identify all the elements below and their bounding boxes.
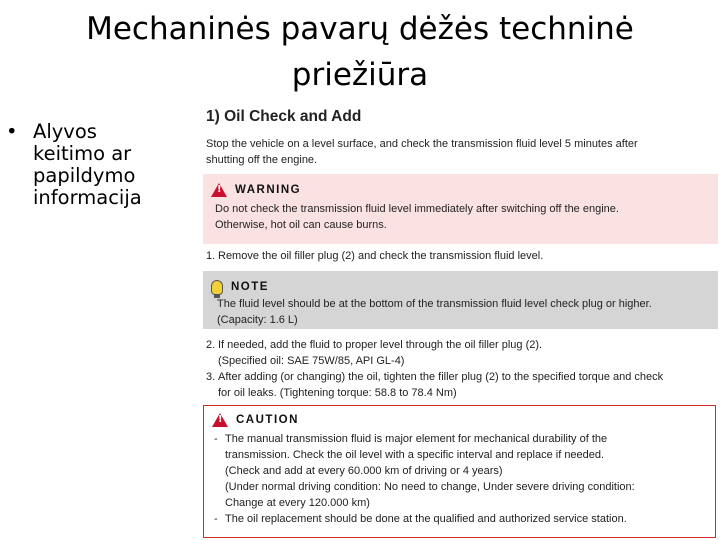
step-text (218, 337, 711, 369)
step-line: If needed, add the fluid to proper level through the oil filler plug (2). (218, 339, 543, 351)
light-bulb-icon (211, 280, 223, 295)
step-line: After adding (or changing) the oil, tighten the filler plug (2) to the specified torque and check (218, 371, 664, 383)
bullet-line: papildymo (33, 164, 136, 187)
caution-dash: - (214, 433, 218, 445)
caution-line: transmission. Check the oil level with a specific interval and replace if needed. (225, 449, 605, 461)
caution-item-text: The oil replacement should be done at the qualified and authorized service station. (225, 513, 627, 525)
warning-triangle-icon (212, 413, 228, 427)
warning-line: Do not check the transmission fluid level immediately after switching off the engine. (215, 203, 619, 215)
intro-line: shutting off the engine. (206, 154, 318, 166)
warning-text (215, 201, 710, 233)
caution-line: (Check and add at every 60.000 km of driving or 4 years) (225, 465, 503, 477)
step-1 (206, 248, 711, 264)
bullet-line: Alyvos (33, 120, 97, 143)
step-number: 3. (206, 371, 216, 383)
note-box (203, 271, 718, 329)
bullet-point (6, 121, 191, 209)
note-header (211, 279, 269, 295)
caution-item-text (225, 431, 709, 511)
step-text (218, 369, 711, 401)
note-line: (Capacity: 1.6 L) (217, 314, 298, 326)
step-number: 1. (206, 250, 216, 262)
warning-box (203, 174, 718, 244)
caution-box (203, 405, 716, 538)
slide-title-line-2: priežiūra (291, 57, 429, 93)
step-3 (206, 369, 711, 401)
section-heading: 1) Oil Check and Add (206, 108, 362, 125)
warning-line: Otherwise, hot oil can cause burns. (215, 219, 387, 231)
note-line: The fluid level should be at the bottom of the transmission fluid level check plug or higher. (217, 298, 652, 310)
step-line: (Specified oil: SAE 75W/85, API GL-4) (218, 355, 405, 367)
caution-item (214, 511, 709, 527)
caution-label: CAUTION (236, 414, 299, 426)
caution-dash: - (214, 513, 218, 525)
note-text (217, 296, 712, 328)
step-text: Remove the oil filler plug (2) and check the transmission fluid level. (218, 250, 544, 262)
bullet-line: informacija (33, 186, 142, 209)
warning-header (211, 182, 301, 198)
step-2 (206, 337, 711, 369)
slide-title (0, 6, 720, 98)
caution-line: The manual transmission fluid is major element for mechanical durability of the (225, 433, 608, 445)
caution-line: (Under normal driving condition: No need to change, Under severe driving condition: (225, 481, 635, 493)
note-label: NOTE (231, 281, 269, 293)
warning-triangle-icon (211, 183, 227, 197)
step-number: 2. (206, 339, 216, 351)
slide-title-line-1: Mechaninės pavarų dėžės techninė (86, 11, 634, 47)
step-line: for oil leaks. (Tightening torque: 58.8 to 78.4 Nm) (218, 387, 457, 399)
manual-excerpt-image (200, 108, 720, 540)
bullet-text (33, 121, 191, 209)
intro-paragraph (206, 136, 706, 168)
caution-item (214, 431, 709, 511)
bullet-line: keitimo ar (33, 142, 132, 165)
caution-line: Change at every 120.000 km) (225, 497, 370, 509)
caution-text (214, 431, 709, 527)
warning-label: WARNING (235, 184, 302, 196)
caution-header (212, 412, 299, 428)
intro-line: Stop the vehicle on a level surface, and check the transmission fluid level 5 minutes after (206, 138, 638, 150)
bullet-symbol: • (6, 120, 18, 143)
